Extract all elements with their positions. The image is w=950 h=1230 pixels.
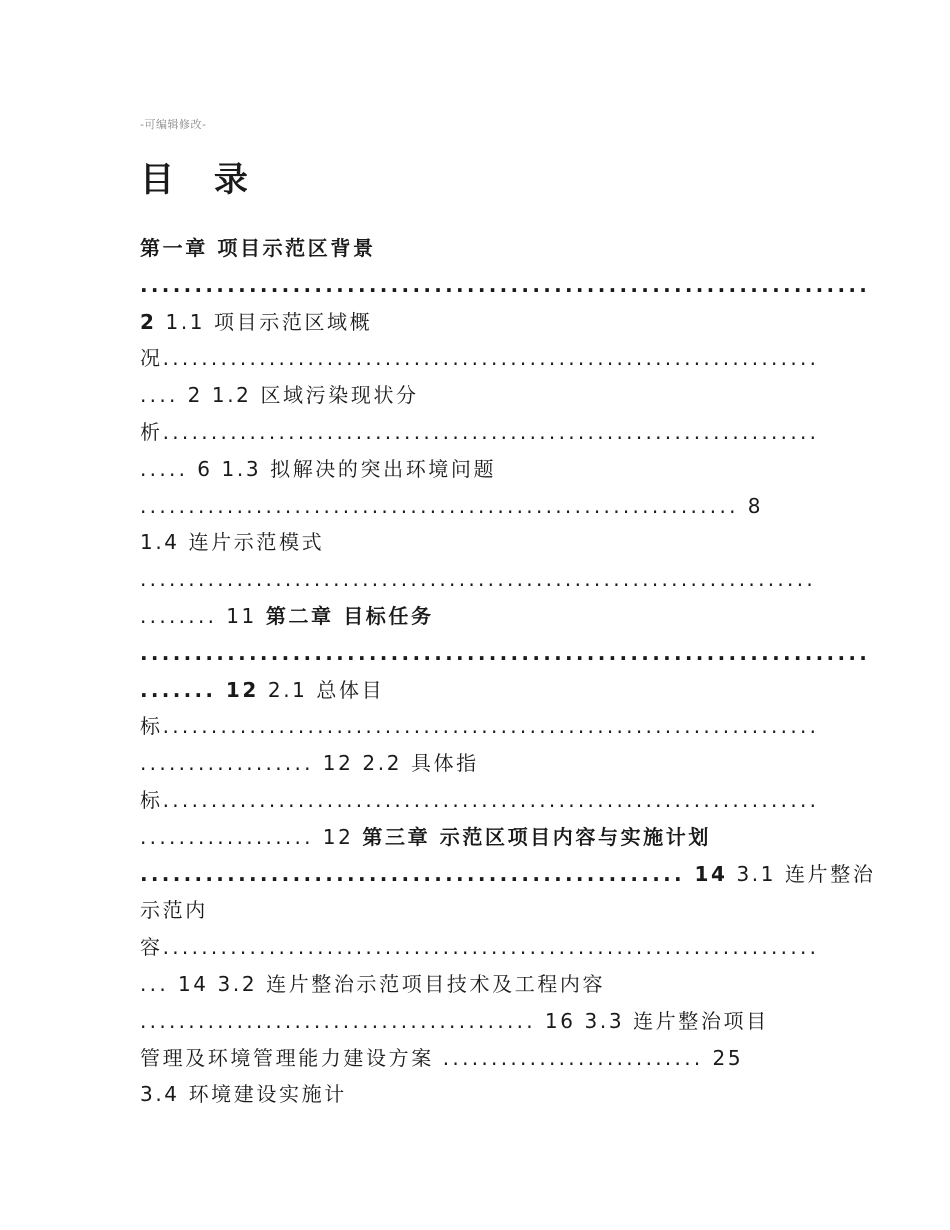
toc-text: 8	[738, 493, 764, 518]
toc-text: 3.1 连片整治	[727, 861, 876, 886]
toc-text: 析	[140, 419, 163, 444]
toc-text: 标	[140, 787, 163, 812]
toc-text: 2.1 总体目	[258, 677, 385, 702]
toc-line	[140, 635, 871, 672]
toc-text: 11	[217, 603, 266, 628]
toc-leader-dots: ..............................................................	[140, 493, 739, 518]
toc-leader-dots: ...................................................................	[140, 640, 871, 665]
toc-text: 1.1 项目示范区域概	[156, 309, 373, 334]
toc-text: 容	[140, 935, 163, 960]
toc-leader-dots: ....................................................................	[162, 935, 820, 960]
toc-line	[140, 414, 820, 451]
toc-leader-dots: ....................................................................	[162, 346, 820, 371]
toc-text: 况	[140, 346, 163, 371]
toc-text: 12 2.2 具体指	[313, 751, 479, 776]
toc-line	[140, 1003, 810, 1040]
toc-leader-dots: ....................................................................	[162, 419, 820, 444]
toc-text: 示范内	[140, 898, 208, 923]
toc-leader-dots: .....	[140, 456, 189, 481]
toc-line	[140, 598, 810, 635]
toc-line	[140, 524, 810, 561]
toc-text: 第三章 示范区项目内容与实施计划	[362, 824, 711, 849]
toc-line	[140, 488, 810, 525]
toc-line	[140, 377, 810, 414]
toc-text: 12	[313, 824, 363, 849]
toc-line	[140, 1040, 810, 1077]
toc-text: 16 3.3 连片整治项目	[535, 1008, 769, 1033]
toc-leader-dots: ....	[140, 383, 179, 408]
toc-line	[140, 230, 810, 267]
toc-leader-dots: .......	[140, 677, 217, 702]
toc-leader-dots: .........................................	[140, 1008, 536, 1033]
toc-text: 2	[140, 309, 157, 334]
toc-line	[140, 1076, 810, 1113]
toc-text: 12	[216, 677, 259, 702]
toc-line	[140, 267, 871, 304]
toc-line	[140, 929, 820, 966]
toc-line	[140, 819, 810, 856]
toc-text: 第二章 目标任务	[265, 603, 434, 628]
toc-line	[140, 745, 810, 782]
toc-line	[140, 304, 810, 341]
toc-text: 标	[140, 714, 163, 739]
toc-text: 第一章 项目示范区背景	[140, 236, 376, 260]
toc-line	[140, 672, 810, 709]
table-of-contents	[140, 230, 876, 1113]
toc-leader-dots: ..................................................	[140, 861, 685, 886]
toc-line	[140, 451, 810, 488]
toc-text: 3.4 环境建设实施计	[140, 1082, 347, 1107]
toc-text: 6 1.3 拟解决的突出环境问题	[188, 456, 497, 481]
page-title: 目 录	[140, 160, 262, 200]
toc-leader-dots: ........	[140, 603, 218, 628]
toc-text: 管理及环境管理能力建设方案	[140, 1045, 443, 1070]
toc-leader-dots: ......................................................................	[140, 567, 817, 592]
toc-text: 14 3.2 连片整治示范项目技术及工程内容	[168, 971, 606, 996]
toc-leader-dots: ....................................................................	[162, 714, 820, 739]
toc-leader-dots: ...................................................................	[140, 272, 871, 297]
toc-text: 1.4 连片示范模式	[140, 530, 325, 555]
toc-line	[140, 856, 876, 893]
toc-line	[140, 340, 820, 377]
toc-leader-dots: ...........................	[442, 1045, 704, 1070]
toc-line	[140, 782, 820, 819]
toc-text: 2 1.2 区域污染现状分	[178, 383, 419, 408]
toc-leader-dots: ..................	[140, 751, 314, 776]
toc-text: 25	[703, 1045, 744, 1070]
header-note: -可编辑修改-	[140, 118, 207, 131]
toc-line	[140, 966, 810, 1003]
toc-line	[140, 892, 810, 929]
toc-leader-dots: ..................	[140, 824, 314, 849]
toc-text: 14	[684, 861, 728, 886]
toc-line	[140, 561, 817, 598]
toc-leader-dots: ....................................................................	[162, 787, 820, 812]
toc-line	[140, 708, 820, 745]
toc-leader-dots: ...	[140, 971, 169, 996]
